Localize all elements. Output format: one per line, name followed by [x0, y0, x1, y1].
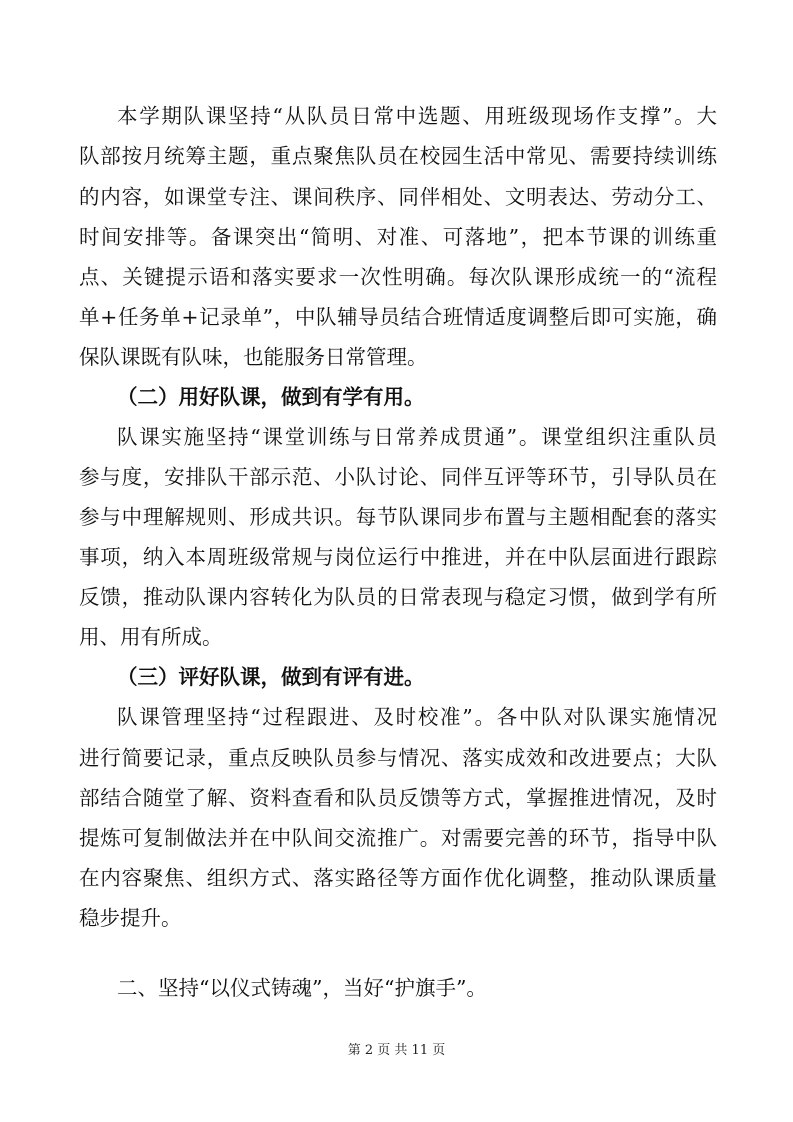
paragraph-3-line-2: 进行简要记录，重点反映队员参与情况、落实成效和改进要点；大队 [79, 746, 717, 770]
page-footer: 第 2 页 共 11 页 [347, 1043, 446, 1058]
paragraph-3-line-4: 提炼可复制做法并在中队间交流推广。对需要完善的环节，指导中队 [79, 826, 717, 850]
paragraph-1-line-7: 保队课既有队味，也能服务日常管理。 [79, 345, 428, 369]
paragraph-2-line-1: 队课实施坚持“课堂训练与日常养成贯通”。课堂组织注重队员 [117, 425, 717, 449]
paragraph-1-line-4: 时间安排等。备课突出“简明、对准、可落地”，把本节课的训练重 [79, 225, 717, 249]
section-2-heading: 二、坚持“以仪式铸魂”，当好“护旗手”。 [117, 976, 487, 1000]
subheading-2: （二）用好队课，做到有学有用。 [117, 385, 425, 409]
paragraph-2-line-6: 用、用有所成。 [79, 625, 223, 649]
paragraph-3-line-6: 稳步提升。 [79, 906, 182, 930]
paragraph-1-line-1: 本学期队课坚持“从队员日常中选题、用班级现场作支撑”。大 [117, 104, 717, 128]
paragraph-2-line-5: 反馈，推动队课内容转化为队员的日常表现与稳定习惯，做到学有所 [79, 585, 717, 609]
paragraph-1-line-3: 的内容，如课堂专注、课间秩序、同伴相处、文明表达、劳动分工、 [79, 185, 717, 209]
paragraph-1-line-5: 点、关键提示语和落实要求一次性明确。每次队课形成统一的“流程 [79, 265, 717, 289]
paragraph-1-line-2: 队部按月统筹主题，重点聚焦队员在校园生活中常见、需要持续训练 [79, 144, 717, 168]
paragraph-1-line-6: 单+任务单+记录单”，中队辅导员结合班情适度调整后即可实施，确 [79, 305, 717, 329]
paragraph-2-line-2: 参与度，安排队干部示范、小队讨论、同伴互评等环节，引导队员在 [79, 465, 717, 489]
paragraph-3-line-1: 队课管理坚持“过程跟进、及时校准”。各中队对队课实施情况 [117, 705, 717, 729]
paragraph-3-line-3: 部结合随堂了解、资料查看和队员反馈等方式，掌握推进情况，及时 [79, 786, 717, 810]
subheading-3: （三）评好队课，做到有评有进。 [117, 665, 425, 689]
paragraph-2-line-4: 事项，纳入本周班级常规与岗位运行中推进，并在中队层面进行跟踪 [79, 545, 717, 569]
paragraph-2-line-3: 参与中理解规则、形成共识。每节队课同步布置与主题相配套的落实 [79, 505, 717, 529]
paragraph-3-line-5: 在内容聚焦、组织方式、落实路径等方面作优化调整，推动队课质量 [79, 866, 717, 890]
